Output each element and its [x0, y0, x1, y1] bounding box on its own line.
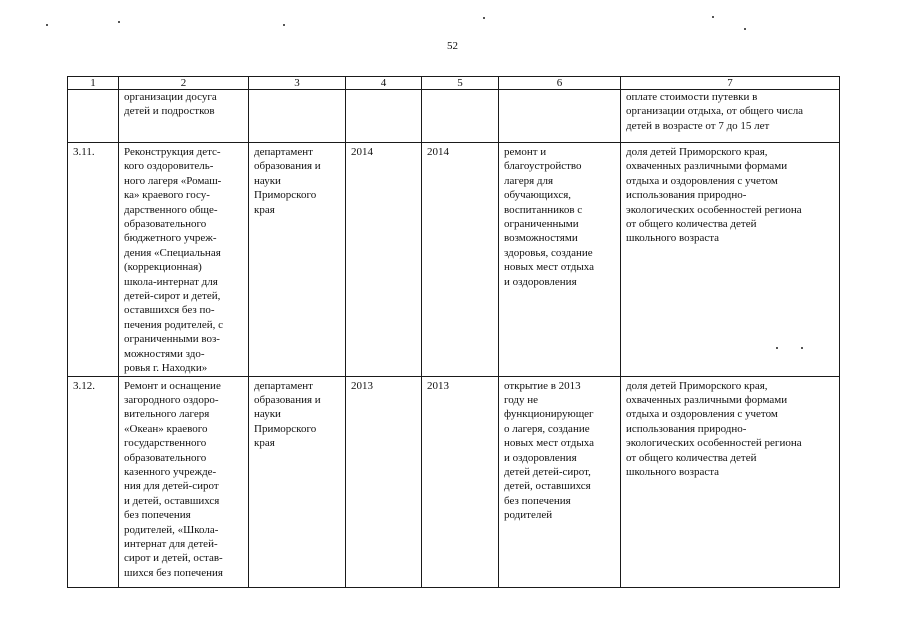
indicator-cell: доля детей Приморского края, охваченных различными формами отдыха и оздоровления с учетом использования природно- экологических особенностей региона от общего количества детей школьного возраста	[621, 143, 840, 377]
row-number-cell: 3.12.	[68, 376, 119, 587]
scan-speck	[283, 24, 285, 26]
row-number-cell	[68, 90, 119, 143]
end-year-cell: 2013	[422, 376, 499, 587]
column-header: 4	[346, 77, 422, 90]
measure-name-cell: организации досуга детей и подростков	[119, 90, 249, 143]
column-header: 1	[68, 77, 119, 90]
measure-name-cell: Реконструкция детс- кого оздоровитель- ного лагеря «Ромаш- ка» краевого госу- дарственного обще- образовательного бюджетного учреж- дения «Специальная (коррекционная) школа-интернат для детей-сирот и детей, оставшихся без по- печения родителей, с ограниченными воз- можностями здо- ровья г. Находки»	[119, 143, 249, 377]
indicator-cell: оплате стоимости путевки в организации отдыха, от общего числа детей в возрасте от 7 до 15 лет	[621, 90, 840, 143]
scan-speck	[118, 21, 120, 23]
measure-name-cell: Ремонт и оснащение загородного оздоро- вительного лагеря «Океан» краевого государственного образовательного казенного учрежде- ния для детей-сирот и детей, оставшихся без попечения родителей, «Школа- интернат для детей- сирот и детей, остав- шихся без попечения	[119, 376, 249, 587]
indicator-cell: доля детей Приморского края, охваченных различными формами отдыха и оздоровления с учетом использования природно- экологических особенностей региона от общего количества детей школьного возраста	[621, 376, 840, 587]
column-header: 6	[499, 77, 621, 90]
expected-result-cell: ремонт и благоустройство лагеря для обучающихся, воспитанников с ограниченными возможностями здоровья, создание новых мест отдыха и оздоровления	[499, 143, 621, 377]
scan-speck	[483, 17, 485, 19]
start-year-cell: 2014	[346, 143, 422, 377]
table-row	[68, 143, 840, 377]
page-number: 52	[447, 40, 458, 52]
program-table	[67, 76, 840, 588]
table-row	[68, 90, 840, 143]
start-year-cell	[346, 90, 422, 143]
column-header: 7	[621, 77, 840, 90]
expected-result-cell: открытие в 2013 году не функционирующег о лагеря, создание новых мест отдыха и оздоровления детей детей-сирот, детей, оставшихся без попечения родителей	[499, 376, 621, 587]
responsible-cell: департамент образования и науки Приморского края	[249, 143, 346, 377]
expected-result-cell	[499, 90, 621, 143]
scan-speck	[712, 16, 714, 18]
table-header-row	[68, 77, 840, 90]
end-year-cell	[422, 90, 499, 143]
start-year-cell: 2013	[346, 376, 422, 587]
row-number-cell: 3.11.	[68, 143, 119, 377]
end-year-cell: 2014	[422, 143, 499, 377]
table-row	[68, 376, 840, 587]
scan-speck	[46, 24, 48, 26]
column-header: 2	[119, 77, 249, 90]
responsible-cell	[249, 90, 346, 143]
column-header: 3	[249, 77, 346, 90]
column-header: 5	[422, 77, 499, 90]
responsible-cell: департамент образования и науки Приморского края	[249, 376, 346, 587]
scan-speck	[744, 28, 746, 30]
